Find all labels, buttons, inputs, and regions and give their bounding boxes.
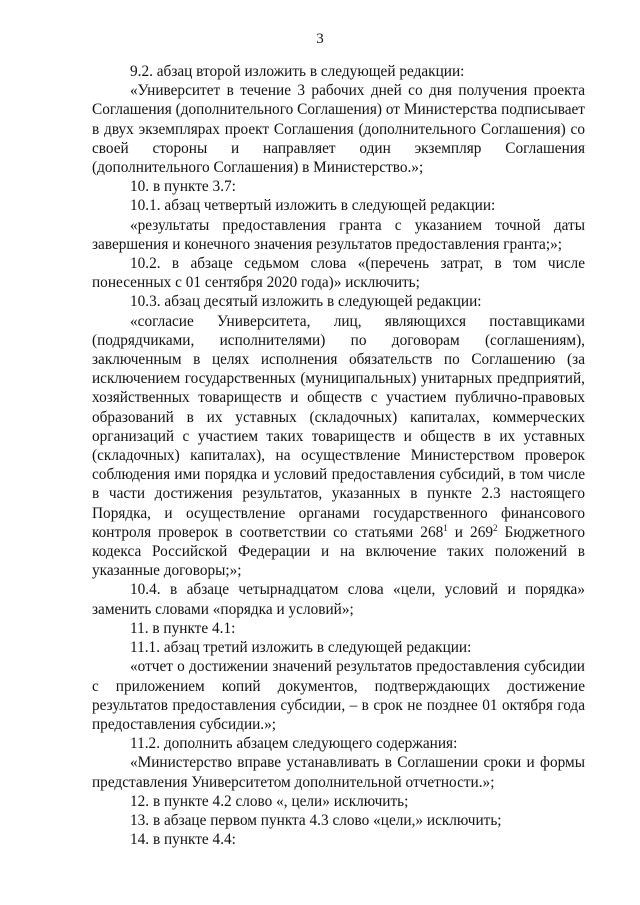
paragraph-10-4: 10.4. в абзаце четырнадцатом слова «цели, условий и порядка» заменить словами «порядка и условий»; <box>92 581 585 618</box>
paragraph-10-3: 10.3. абзац десятый изложить в следующей редакции: <box>130 293 482 311</box>
footnote-sup-2: 2 <box>493 522 498 533</box>
consent-text-part-a: «согласие Университета, лиц, являющихся поставщиками (подрядчиками, исполнителями) по договорам (соглашениям), заключенным в целях исполнения обязательств по Соглашению (за исключением государственных (муниципальных) унитарных предприятий, хозяйственных товариществ и обществ с участием публично-правовых образований в их уставных (складочных) капиталах, коммерческих организаций с участием таких товариществ и обществ в их уставных (складочных) капиталах), на осуществление Министерством проверок соблюдения ими порядка и условий предоставления субсидий, в том числе в части достижения результатов, указанных в пункте 2.3 настоящего Порядка, и осуществление органами государственного финансового контроля проверок в соответствии со статьями 268 <box>92 312 585 541</box>
paragraph-11-1: 11.1. абзац третий изложить в следующей редакции: <box>130 639 472 657</box>
footnote-sup-1: 1 <box>443 522 448 533</box>
paragraph-10-2: 10.2. в абзаце седьмом слова «(перечень затрат, в том числе понесенных с 01 сентября 2020 года)» исключить; <box>92 255 585 292</box>
paragraph-14: 14. в пункте 4.4: <box>130 831 236 849</box>
paragraph-13: 13. в абзаце первом пункта 4.3 слово «цели,» исключить; <box>130 811 502 829</box>
paragraph-12: 12. в пункте 4.2 слово «, цели» исключить; <box>130 792 409 810</box>
paragraph-9-2: 9.2. абзац второй изложить в следующей редакции: <box>130 63 465 80</box>
paragraph-quote-consent <box>92 312 585 581</box>
paragraph-10-1: 10.1. абзац четвертый изложить в следующей редакции: <box>130 197 496 215</box>
document-body <box>92 62 585 849</box>
paragraph-11: 11. в пункте 4.1: <box>130 619 236 637</box>
page-number: 3 <box>316 31 324 47</box>
paragraph-quote-results: «результаты предоставления гранта с указанием точной даты завершения и конечного значения результатов предоставления гранта;»; <box>92 216 585 253</box>
consent-text-part-b: и 269 <box>447 523 493 541</box>
paragraph-10: 10. в пункте 3.7: <box>130 178 236 196</box>
paragraph-quote-ministry: «Министерство вправе устанавливать в Соглашении сроки и формы представления Университетом дополнительной отчетности.»; <box>92 754 585 791</box>
paragraph-quote-report: «отчет о достижении значений результатов предоставления субсидии с приложением копий документов, подтверждающих достижение результатов предоставления субсидии, – в срок не позднее 01 октября года предоставления субсидии.»; <box>92 658 585 733</box>
paragraph-11-2: 11.2. дополнить абзацем следующего содержания: <box>130 735 458 753</box>
consent-text-part-c: Бюджетного кодекса Российской Федерации и на включение таких положений в указанные договоры;»; <box>92 523 585 580</box>
paragraph-quote-university: «Университет в течение 3 рабочих дней со дня получения проекта Соглашения (дополнительного Соглашения) от Министерства подписывает в двух экземплярах проект Соглашения (дополнительного Соглашения) со своей стороны и направляет один экземпляр Соглашения (дополнительного Соглашения) в Министерство.»; <box>92 82 585 177</box>
